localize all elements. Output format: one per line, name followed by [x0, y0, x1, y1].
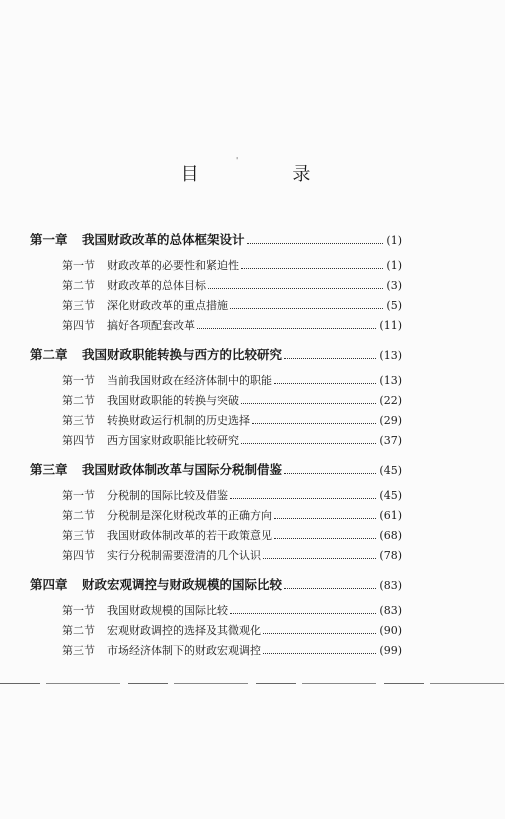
page-number: (83) — [379, 604, 402, 617]
section-number: 第一节 — [62, 374, 95, 387]
section-number: 第四节 — [62, 319, 95, 332]
section-number: 第三节 — [62, 529, 95, 542]
section-number: 第二节 — [62, 509, 95, 522]
section-title: 分税制的国际比较及借鉴 — [107, 489, 228, 502]
chapter-title: 财政宏观调控与财政规模的国际比较 — [82, 577, 283, 592]
section-title: 当前我国财政在经济体制中的职能 — [107, 374, 272, 387]
toc-chapter-entry[interactable] — [30, 230, 402, 248]
dot-leader — [241, 434, 376, 444]
toc-chapter-entry[interactable] — [30, 460, 402, 478]
page-number: (29) — [379, 414, 402, 427]
section-title: 西方国家财政职能比较研究 — [107, 434, 239, 447]
page-number: (83) — [379, 579, 402, 592]
section-number: 第一节 — [62, 604, 95, 617]
section-number: 第四节 — [62, 434, 95, 447]
section-title: 转换财政运行机制的历史选择 — [107, 414, 250, 427]
toc-section-entry[interactable] — [62, 547, 402, 565]
toc-section-entry[interactable] — [62, 642, 402, 660]
section-number: 第二节 — [62, 624, 95, 637]
section-title: 我国财政职能的转换与突破 — [107, 394, 239, 407]
page-number: (61) — [379, 509, 402, 522]
page-number: (45) — [379, 489, 402, 502]
toc-section-entry[interactable] — [62, 372, 402, 390]
page-number: (45) — [379, 464, 402, 477]
dot-leader — [284, 464, 376, 474]
dot-leader — [263, 644, 376, 654]
toc-title: 目 录 — [180, 164, 355, 185]
dot-leader — [230, 604, 376, 614]
chapter-number: 第四章 — [30, 577, 68, 592]
toc-section-entry[interactable] — [62, 277, 402, 295]
toc-chapter-entry[interactable] — [30, 345, 402, 363]
toc-section-entry[interactable] — [62, 317, 402, 335]
page-number: (13) — [379, 349, 402, 362]
dot-leader — [274, 509, 376, 519]
dot-leader — [284, 579, 376, 589]
dot-leader — [247, 234, 384, 244]
page-number: (5) — [386, 299, 402, 312]
page-number: (90) — [379, 624, 402, 637]
page-number: (78) — [379, 549, 402, 562]
section-number: 第一节 — [62, 259, 95, 272]
toc-section-entry[interactable] — [62, 487, 402, 505]
dot-leader — [208, 279, 383, 289]
chapter-number: 第二章 — [30, 347, 68, 362]
dot-leader — [230, 489, 376, 499]
toc-section-entry[interactable] — [62, 602, 402, 620]
section-number: 第二节 — [62, 279, 95, 292]
dot-leader — [274, 529, 376, 539]
section-number: 第三节 — [62, 644, 95, 657]
dot-leader — [241, 394, 376, 404]
dot-leader — [263, 624, 376, 634]
section-number: 第二节 — [62, 394, 95, 407]
toc-section-entry[interactable] — [62, 392, 402, 410]
chapter-title: 我国财政改革的总体框架设计 — [82, 232, 245, 247]
toc-section-entry[interactable] — [62, 527, 402, 545]
dot-leader — [252, 414, 376, 424]
page-number: (3) — [386, 279, 402, 292]
dot-leader — [274, 374, 376, 384]
section-title: 财政改革的总体目标 — [107, 279, 206, 292]
title-mark: ' — [236, 156, 239, 165]
toc-section-entry[interactable] — [62, 432, 402, 450]
toc-section-entry[interactable] — [62, 297, 402, 315]
chapter-number: 第一章 — [30, 232, 68, 247]
section-title: 市场经济体制下的财政宏观调控 — [107, 644, 261, 657]
section-title: 宏观财政调控的选择及其微观化 — [107, 624, 261, 637]
dot-leader — [197, 319, 376, 329]
section-title: 财政改革的必要性和紧迫性 — [107, 259, 239, 272]
page-bottom-rule — [0, 683, 505, 684]
page-number: (1) — [386, 234, 402, 247]
dot-leader — [241, 259, 383, 269]
page-number: (1) — [386, 259, 402, 272]
page-number: (68) — [379, 529, 402, 542]
page-number: (22) — [379, 394, 402, 407]
section-title: 分税制是深化财税改革的正确方向 — [107, 509, 272, 522]
section-number: 第三节 — [62, 299, 95, 312]
section-title: 实行分税制需要澄清的几个认识 — [107, 549, 261, 562]
section-title: 我国财政规模的国际比较 — [107, 604, 228, 617]
section-title: 我国财政体制改革的若干政策意见 — [107, 529, 272, 542]
section-number: 第一节 — [62, 489, 95, 502]
chapter-title: 我国财政体制改革与国际分税制借鉴 — [82, 462, 283, 477]
page-number: (99) — [379, 644, 402, 657]
toc-section-entry[interactable] — [62, 412, 402, 430]
toc-section-entry[interactable] — [62, 507, 402, 525]
page-number: (11) — [379, 319, 402, 332]
section-title: 深化财政改革的重点措施 — [107, 299, 228, 312]
chapter-number: 第三章 — [30, 462, 68, 477]
section-title: 搞好各项配套改革 — [107, 319, 195, 332]
page-number: (37) — [379, 434, 402, 447]
dot-leader — [263, 549, 376, 559]
toc-section-entry[interactable] — [62, 622, 402, 640]
section-number: 第四节 — [62, 549, 95, 562]
dot-leader — [284, 349, 376, 359]
toc-section-entry[interactable] — [62, 257, 402, 275]
dot-leader — [230, 299, 383, 309]
chapter-title: 我国财政职能转换与西方的比较研究 — [82, 347, 283, 362]
toc-chapter-entry[interactable] — [30, 575, 402, 593]
page-number: (13) — [379, 374, 402, 387]
section-number: 第三节 — [62, 414, 95, 427]
